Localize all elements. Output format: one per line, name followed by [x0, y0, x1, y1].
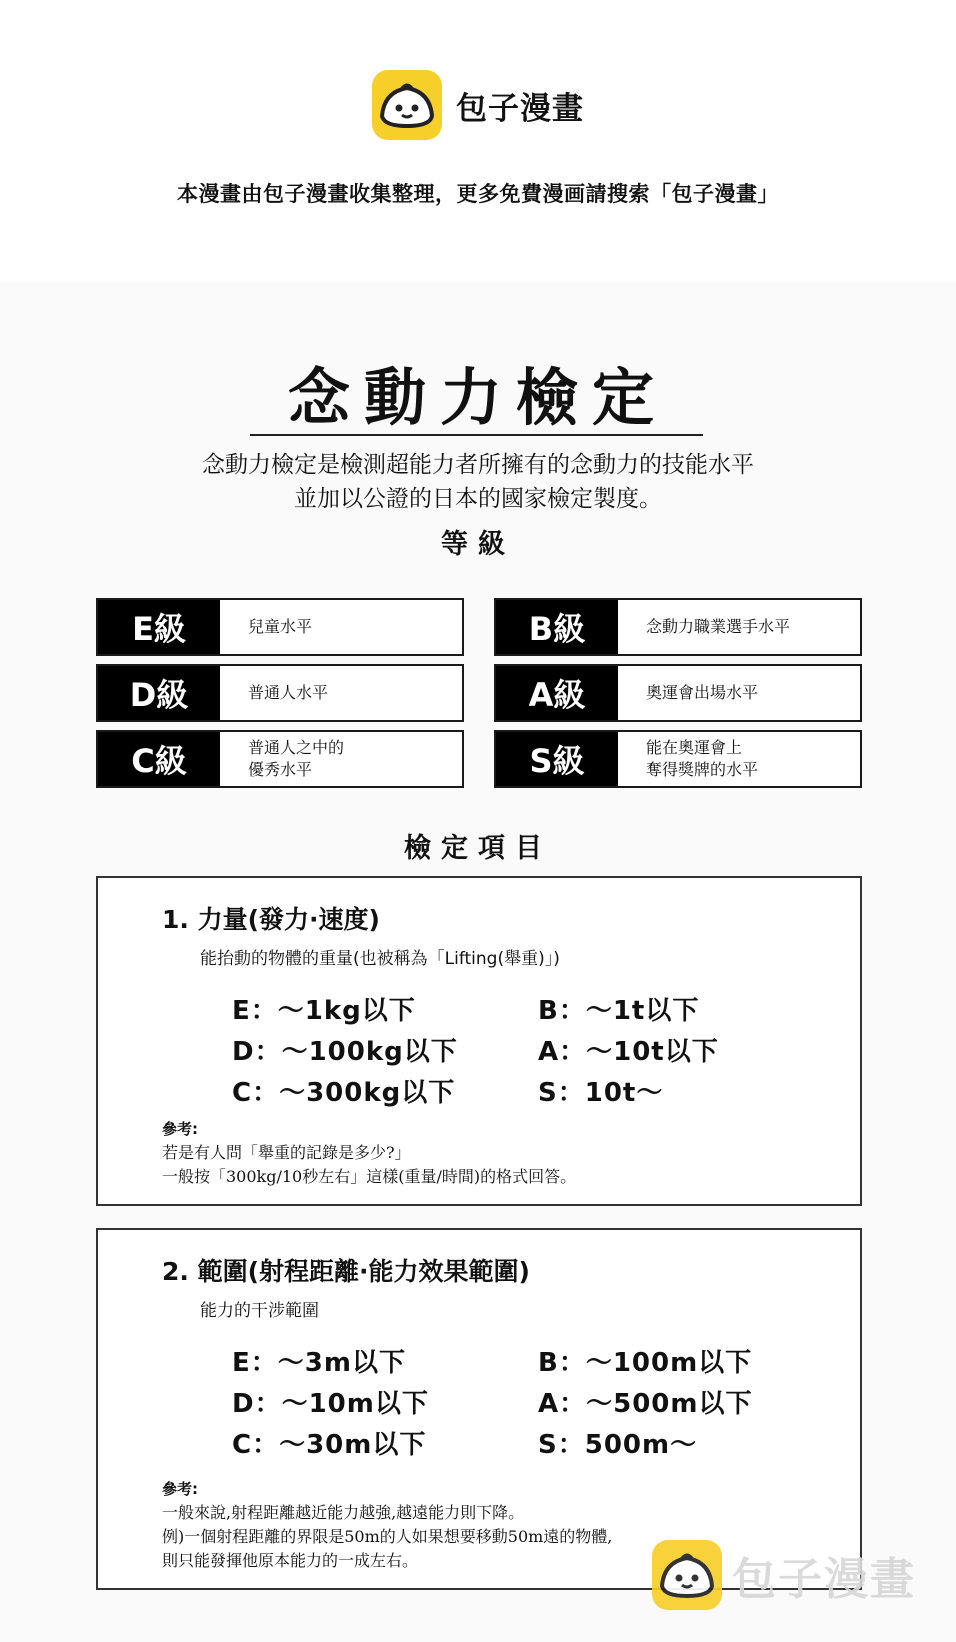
reference-label: 參考:	[162, 1120, 198, 1138]
reference-line: 例)一個射程距離的界限是50m的人如果想要移動50m遠的物體,	[162, 1527, 613, 1546]
item-subtitle: 能力的干涉範圍	[200, 1301, 319, 1321]
intro-line: 並加以公證的日本的國家檢定製度。	[294, 486, 662, 512]
level-value: S：10t～	[538, 1078, 664, 1108]
reference-line: 若是有人問「舉重的記錄是多少?」	[162, 1143, 411, 1162]
level-value: A：～10t以下	[538, 1037, 719, 1067]
grades-left-column	[96, 598, 464, 796]
grade-label: S級	[496, 732, 618, 786]
watermark-text: 包子漫畫	[732, 1554, 916, 1605]
item-title: 1. 力量(發力·速度)	[162, 905, 380, 934]
grade-label: D級	[98, 666, 220, 720]
grade-desc: 念動力職業選手水平	[646, 617, 791, 636]
bun-logo-icon	[652, 1540, 722, 1610]
grade-row-s	[494, 730, 862, 788]
page-title: 念動力檢定	[287, 361, 668, 434]
reference-label: 參考:	[162, 1480, 198, 1498]
level-value: S：500m～	[538, 1430, 698, 1460]
site-header	[0, 0, 956, 280]
level-value: C：～30m以下	[232, 1430, 427, 1460]
item-subtitle: 能抬動的物體的重量(也被稱為「Lifting(舉重)」)	[200, 949, 560, 969]
grade-desc: 兒童水平	[248, 617, 313, 636]
level-value: A：～500m以下	[538, 1389, 753, 1419]
grade-desc: 普通人之中的 優秀水平	[248, 738, 345, 779]
level-value: B：～100m以下	[538, 1348, 753, 1378]
item-card-power	[96, 876, 862, 1206]
grade-row-e	[96, 598, 464, 656]
level-value: D：～10m以下	[232, 1389, 429, 1419]
grade-desc: 奧運會出場水平	[646, 683, 759, 702]
level-value: D：～100kg以下	[232, 1037, 458, 1067]
item-title: 2. 範圍(射程距離·能力效果範圍)	[162, 1257, 530, 1286]
level-value: E：～3m以下	[232, 1348, 406, 1378]
item-card-range	[96, 1228, 862, 1590]
watermark	[652, 1540, 916, 1610]
brand[interactable]	[372, 70, 584, 140]
level-value: C：～300kg以下	[232, 1078, 456, 1108]
source-notice: 本漫畫由包子漫畫收集整理，更多免費漫画請搜索「包子漫畫」	[177, 182, 779, 206]
grade-row-b	[494, 598, 862, 656]
grade-desc: 能在奧運會上 奪得獎牌的水平	[646, 738, 759, 779]
grade-label: B級	[496, 600, 618, 654]
reference-line: 一般按「300kg/10秒左右」這樣(重量/時間)的格式回答。	[162, 1167, 577, 1186]
level-value: E：～1kg以下	[232, 996, 416, 1026]
grade-label: C級	[98, 732, 220, 786]
grade-row-d	[96, 664, 464, 722]
items-heading: 檢定項目	[404, 833, 552, 864]
grade-row-c	[96, 730, 464, 788]
grade-label: A級	[496, 666, 618, 720]
grades-right-column	[494, 598, 862, 796]
reference-line: 一般來說,射程距離越近能力越強,越遠能力則下降。	[162, 1503, 525, 1522]
grades-heading: 等級	[441, 529, 515, 560]
title-divider	[250, 434, 703, 436]
grade-desc: 普通人水平	[248, 683, 329, 702]
bun-logo-icon	[372, 70, 442, 140]
intro-line: 念動力檢定是檢測超能力者所擁有的念動力的技能水平	[202, 452, 754, 478]
grade-label: E級	[98, 600, 220, 654]
reference-line: 則只能發揮他原本能力的一成左右。	[162, 1551, 419, 1570]
brand-name: 包子漫畫	[456, 90, 584, 127]
grade-row-a	[494, 664, 862, 722]
intro-text	[0, 448, 956, 516]
level-value: B：～1t以下	[538, 996, 700, 1026]
